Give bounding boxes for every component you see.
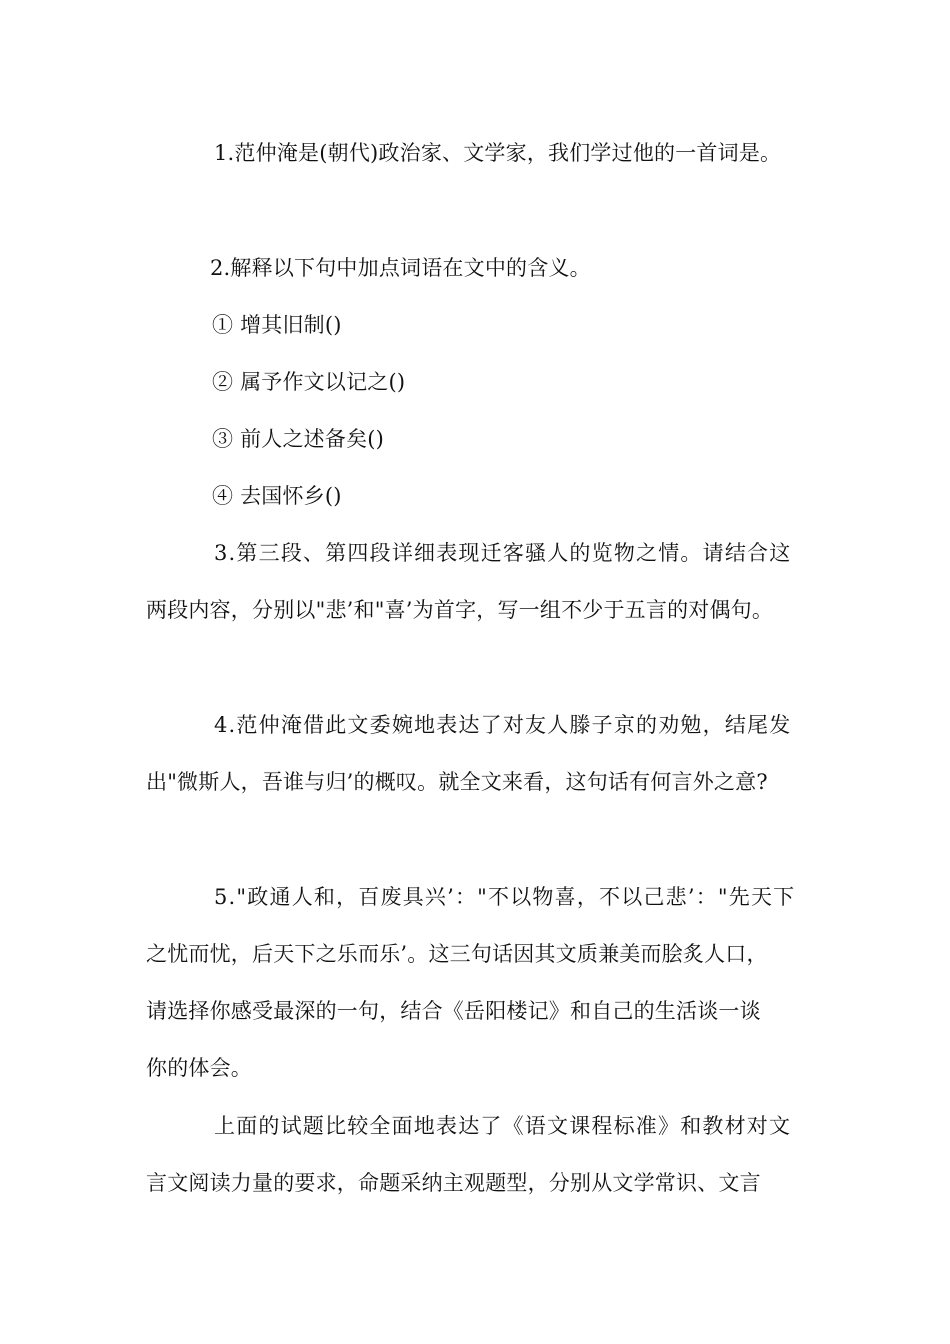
question-2-item-4: ④ 去国怀乡() xyxy=(212,484,342,508)
question-4-line-1: 4.范仲淹借此文委婉地表达了对友人滕子京的劝勉，结尾发 xyxy=(214,713,792,737)
question-2-item-2: ② 属予作文以记之() xyxy=(212,370,406,394)
paragraph-line-2: 言文阅读力量的要求，命题采纳主观题型，分别从文学常识、文言 xyxy=(146,1171,761,1195)
question-1: 1.范仲淹是(朝代)政治家、文学家，我们学过他的一首词是。 xyxy=(214,141,782,165)
question-4-line-2: 出"微斯人，吾谁与归’的概叹。就全文来看，这句话有何言外之意? xyxy=(146,770,768,794)
question-2-prompt: 2.解释以下句中加点词语在文中的含义。 xyxy=(210,256,591,280)
question-2-item-1: ① 增其旧制() xyxy=(212,313,342,337)
question-5-line-4: 你的体会。 xyxy=(146,1056,252,1080)
question-5-line-2: 之忧而忧，后天下之乐而乐’。这三句话因其文质兼美而脍炙人口， xyxy=(146,942,768,966)
question-5-line-3: 请选择你感受最深的一句，结合《岳阳楼记》和自己的生活谈一谈 xyxy=(146,999,761,1023)
question-2-item-3: ③ 前人之述备矣() xyxy=(212,427,385,451)
paragraph-line-1: 上面的试题比较全面地表达了《语文课程标准》和教材对文 xyxy=(214,1114,792,1138)
question-3-line-1: 3.第三段、第四段详细表现迁客骚人的览物之情。请结合这 xyxy=(214,541,792,565)
question-5-line-1: 5."政通人和，百废具兴’："不以物喜，不以己悲’："先天下 xyxy=(214,885,796,909)
question-3-line-2: 两段内容，分别以"悲’和"喜’为首字，写一组不少于五言的对偶句。 xyxy=(146,598,774,622)
